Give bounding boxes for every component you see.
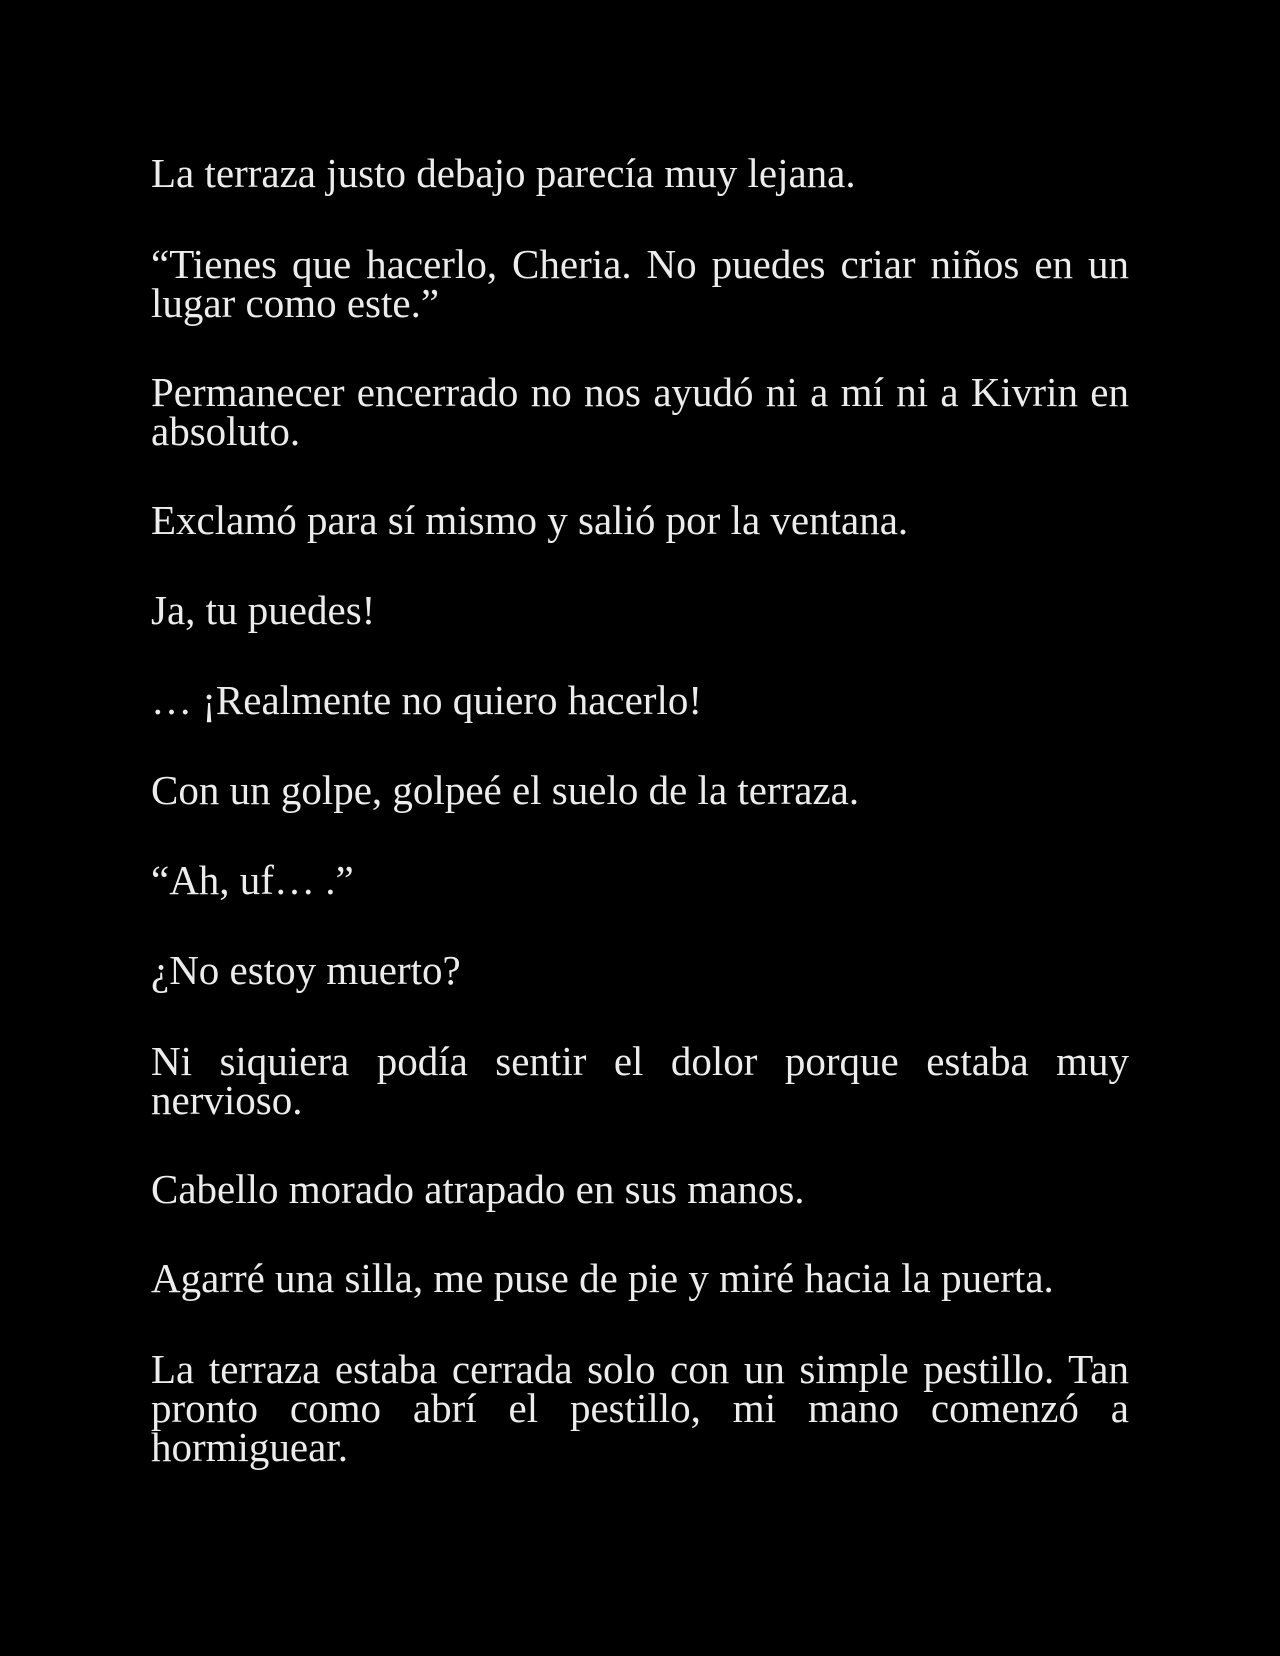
paragraph-13: La terraza estaba cerrada solo con un simple pestillo. Tan pronto como abrí el pestillo, mi mano comenzó a hormiguear. (151, 1346, 1129, 1470)
paragraph-4: Exclamó para sí mismo y salió por la ventana. (151, 497, 909, 543)
paragraph-9: ¿No estoy muerto? (151, 947, 461, 993)
paragraph-12: Agarré una silla, me puse de pie y miré hacia la puerta. (151, 1255, 1054, 1301)
paragraph-1: La terraza justo debajo parecía muy lejana. (151, 150, 856, 196)
paragraph-8: “Ah, uf… .” (151, 857, 354, 903)
paragraph-10: Ni siquiera podía sentir el dolor porque estaba muy nervioso. (151, 1038, 1129, 1123)
paragraph-5: Ja, tu puedes! (151, 587, 376, 633)
paragraph-11: Cabello morado atrapado en sus manos. (151, 1166, 805, 1212)
paragraph-6: … ¡Realmente no quiero hacerlo! (151, 677, 702, 723)
paragraph-3: Permanecer encerrado no nos ayudó ni a mí ni a Kivrin en absoluto. (151, 369, 1129, 454)
paragraph-2: “Tienes que hacerlo, Cheria. No puedes criar niños en un lugar como este.” (151, 241, 1129, 326)
paragraph-7: Con un golpe, golpeé el suelo de la terraza. (151, 767, 860, 813)
